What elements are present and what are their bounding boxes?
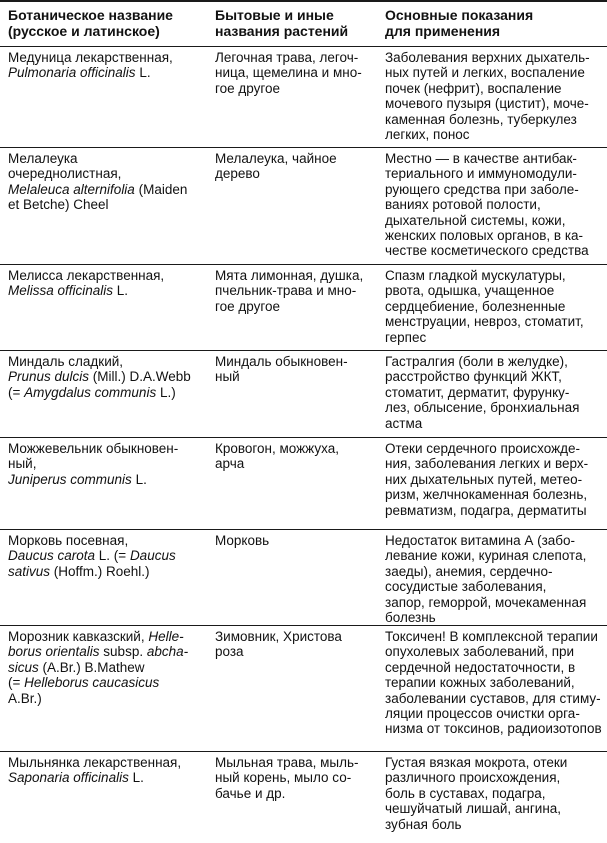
cell-line [8,755,208,770]
cell-line: Спазм гладкой мускулатуры, [385,268,566,283]
cell-line: Мята лимонная, душка, [215,268,364,283]
common-names-cell [215,629,375,660]
cell-text: et Betche) Cheel [8,197,109,213]
cell-line: каменная болезнь, туберкулез [385,111,577,127]
common-names-cell [215,533,375,548]
cell-text: Миндаль сладкий, [8,354,124,369]
latin-name-text: borus orientalis [8,644,100,660]
latin-name-text: Melissa officinalis [8,283,114,299]
cell-line [8,770,208,785]
cell-line [8,151,208,166]
table-row [0,265,607,351]
cell-line: ризм, желчнокаменная болезнь, [385,487,588,503]
cell-line: дерево [215,166,260,182]
indications-cell [385,441,601,518]
indications-cell [385,268,601,345]
cell-text: L. [131,471,147,487]
cell-line: гое другое [215,298,281,314]
latin-name-text: Juniperus communis [8,471,132,487]
header-line: Ботаническое название [8,7,173,23]
cell-line: астма [385,415,423,431]
botanical-name-cell [8,354,208,400]
table-row [0,351,607,438]
cell-text: (Hoffm.) Roehl.) [50,563,150,579]
header-common-names [215,7,375,39]
cell-line [8,268,208,283]
cell-line: честве косметического средства [385,243,589,259]
botanical-name-cell [8,441,208,487]
cell-text: L.) [156,384,176,400]
cell-line [8,564,208,579]
common-names-cell [215,755,375,801]
header-line: Бытовые и иные [215,7,334,23]
cell-line: Недостаток витамина А (забо- [385,533,576,548]
table-header [0,0,607,47]
indications-cell [385,755,601,832]
indications-cell [385,50,601,142]
cell-text: (A.Br.) B.Mathew [38,659,145,675]
cell-text: (Mill.) D.A.Webb [89,369,191,385]
latin-name-text: Daucus carota [8,548,96,564]
cell-line [8,197,208,212]
latin-name-text: abcha- [146,644,189,660]
cell-line [8,691,208,706]
botanical-name-cell [8,533,208,579]
cell-line: Токсичен! В комплексной терапии [385,629,598,644]
cell-line: ревматизм, подагра, дерматиты [385,502,587,518]
table-row [0,148,607,265]
latin-name-text: Pulmonaria officinalis [8,65,136,81]
cell-line: ный [215,369,240,385]
cell-line: ния, заболевания легких и верх- [385,456,589,472]
cell-line [8,548,208,563]
latin-name-text: Helleborus caucasicus [24,675,160,691]
cell-line: ваниях ротовой полости, [385,197,541,213]
cell-line: почек (нефрит), воспаление [385,80,562,96]
cell-line: бачье и др. [215,785,286,801]
cell-line: заболевании суставов, для стиму- [385,690,601,706]
cell-line: ный корень, мыло со- [215,770,352,786]
cell-line [8,50,208,65]
cell-line: гое другое [215,80,281,96]
header-line: для применения [385,23,501,39]
cell-line: Заболевания верхних дыхатель- [385,50,590,65]
latin-name-text: Saponaria officinalis [8,770,129,786]
cell-line: Кровогон, можжуха, [215,441,339,456]
cell-text: Медуница лекарственная, [8,50,173,65]
cell-text: L. [135,65,151,81]
cell-text: (Maiden [134,181,188,197]
cell-line [8,283,208,298]
cell-text: очереднолистная, [8,166,122,182]
cell-text: Мелалеука [8,151,78,166]
cell-line: менструации, невроз, стоматит, [385,314,584,330]
cell-line: лез, облысение, бронхиальная [385,400,580,416]
cell-line [8,644,208,659]
cell-text: (= [8,384,25,400]
cell-text: L. [113,283,129,299]
cell-line: Морковь [215,533,270,548]
cell-line: Густая вязкая мокрота, отеки [385,755,568,770]
cell-line: рвота, одышка, учащенное [385,283,555,299]
cell-line [8,166,208,181]
cell-line: них дыхательных путей, метео- [385,471,583,487]
cell-line: Отеки сердечного происхожде- [385,441,580,456]
cell-text: Можжевельник обыкновен- [8,441,179,456]
cell-line [8,441,208,456]
table-row [0,438,607,530]
latin-name-text: sicus [8,659,39,675]
botanical-name-cell [8,268,208,299]
cell-line: рующего средства при заболе- [385,181,579,197]
cell-line: роза [215,644,244,660]
cell-text: L. [128,770,144,786]
cell-line: стоматит, дерматит, фурунку- [385,384,570,400]
cell-line: низма от токсинов, радиоизотопов [385,721,602,737]
cell-line: ных путей и легких, воспаление [385,65,585,81]
latin-name-text: sativus [8,563,51,579]
cell-text: Мелисса лекарственная, [8,268,165,283]
cell-line: сердцебиение, болезненные [385,298,566,314]
cell-line: Мыльная трава, мыль- [215,755,359,770]
cell-line [8,533,208,548]
table-row [0,626,607,752]
cell-line [8,472,208,487]
cell-line: пчельник-трава и мно- [215,283,357,299]
cell-line [8,660,208,675]
latin-name-text: Prunus dulcis [8,369,90,385]
cell-line: Зимовник, Христова [215,629,342,644]
header-indications [385,7,601,39]
cell-line: зубная боль [385,816,462,832]
cell-line: Гастралгия (боли в желудке), [385,354,568,369]
common-names-cell [215,268,375,314]
common-names-cell [215,441,375,472]
cell-line: мочевого пузыря (цистит), моче- [385,96,589,112]
header-line: названия растений [215,23,349,39]
cell-line: ница, щемелина и мно- [215,65,362,81]
cell-line: различного происхождения, [385,770,561,786]
indications-cell [385,629,601,737]
cell-line: легких, понос [385,127,470,143]
header-line: Основные показания [385,7,534,23]
cell-line: териального и иммуномодули- [385,166,577,182]
cell-line [8,675,208,690]
indications-cell [385,354,601,431]
cell-text: subsp. [99,644,147,660]
table-row [0,752,607,843]
cell-line [8,369,208,384]
table-row [0,47,607,148]
cell-line: Мелалеука, чайное [215,151,337,166]
cell-text: ный, [8,456,37,472]
cell-line: женских половых органов, в ка- [385,228,584,244]
cell-text: (= [8,675,25,691]
latin-name-text: Amygdalus communis [24,384,157,400]
cell-line: чешуйчатый лишай, ангина, [385,801,562,817]
cell-line: Местно — в качестве антибак- [385,151,577,166]
cell-line: дыхательной системы, кожи, [385,212,566,228]
cell-line: болезнь [385,610,436,626]
cell-line [8,385,208,400]
header-botanical-name [8,7,208,39]
cell-text: Мыльнянка лекарственная, [8,755,182,770]
cell-text: Морковь посевная, [8,533,129,548]
table-row [0,530,607,626]
cell-line: расстройство функций ЖКТ, [385,369,562,385]
indications-cell [385,533,601,625]
cell-line [8,65,208,80]
header-line: (русское и латинское) [8,23,160,39]
cell-line [8,456,208,471]
cell-line: сосудистые заболевания, [385,579,547,595]
cell-line: левание кожи, куриная слепота, [385,548,587,564]
botanical-name-cell [8,50,208,81]
latin-name-text: Helle- [148,629,184,644]
cell-line [8,354,208,369]
botanical-name-cell [8,629,208,706]
common-names-cell [215,354,375,385]
cell-line: Легочная трава, легоч- [215,50,359,65]
cell-line: боль в суставах, подагра, [385,785,546,801]
common-names-cell [215,151,375,182]
common-names-cell [215,50,375,96]
cell-line: ляции процессов очистки орга- [385,706,580,722]
cell-text: A.Br.) [8,690,42,706]
cell-line: терапии кожных заболеваний, [385,675,575,691]
cell-line: опухолевых заболеваний, при [385,644,575,660]
botanical-name-cell [8,151,208,213]
cell-line: заеды), анемия, сердечно- [385,563,553,579]
cell-line: арча [215,456,245,472]
cell-line: Миндаль обыкновен- [215,354,348,369]
cell-line: запор, геморрой, мочекаменная [385,594,587,610]
cell-line [8,182,208,197]
cell-text: Морозник кавказский, [8,629,149,644]
latin-name-text: Daucus [129,548,176,564]
cell-text: L. (= [95,548,130,564]
indications-cell [385,151,601,259]
cell-line: сердечной недостаточности, в [385,659,576,675]
latin-name-text: Melaleuca alternifolia [8,181,135,197]
cell-line [8,629,208,644]
cell-line: герпес [385,329,427,345]
botanical-name-cell [8,755,208,786]
